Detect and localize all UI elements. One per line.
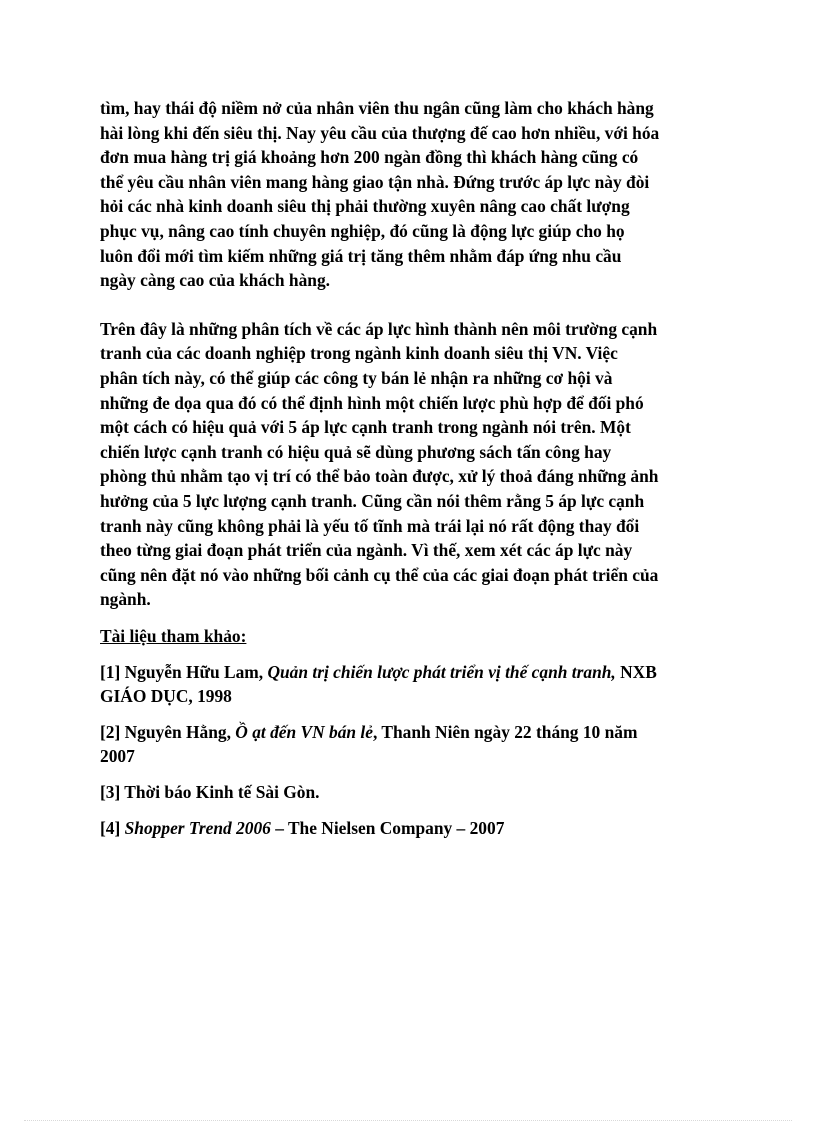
- reference-text: , Thanh Niên ngày 22 tháng 10 năm: [372, 721, 638, 742]
- reference-text: [3] Thời báo Kinh tế Sài Gòn.: [100, 781, 320, 802]
- paragraph-spacer: [100, 293, 720, 317]
- text-line: theo từng giai đoạn phát triển của ngành. Vì thế, xem xét các áp lực này: [100, 540, 633, 561]
- text-line: luôn đổi mới tìm kiếm những giá trị tăng thêm nhằm đáp ứng nhu cầu: [100, 245, 622, 266]
- reference-text: [2] Nguyên Hằng,: [100, 721, 236, 742]
- reference-spacer: [100, 708, 720, 720]
- reference-text: – The Nielsen Company – 2007: [270, 817, 505, 838]
- text-line: chiến lược cạnh tranh có hiệu quả sẽ dùng phương sách tấn công hay: [100, 441, 612, 462]
- references-heading: Tài liệu tham khảo:: [100, 625, 247, 646]
- text-line: đơn mua hàng trị giá khoảng hơn 200 ngàn đồng thì khách hàng cũng có: [100, 147, 639, 168]
- reference-text: [4]: [100, 817, 125, 838]
- text-line: phục vụ, nâng cao tính chuyên nghiệp, đó cũng là động lực giúp cho họ: [100, 220, 625, 241]
- document-page: [100, 96, 720, 840]
- reference-title: Shopper Trend 2006: [124, 817, 271, 838]
- text-line: những đe dọa qua đó có thể định hình một chiến lược phù hợp để đối phó: [100, 392, 644, 413]
- text-line: hỏi các nhà kinh doanh siêu thị phải thường xuyên nâng cao chất lượng: [100, 196, 630, 217]
- text-line: Trên đây là những phân tích về các áp lực hình thành nên môi trường cạnh: [100, 318, 658, 339]
- reference-spacer: [100, 768, 720, 780]
- reference-text: [1] Nguyễn Hữu Lam,: [100, 661, 268, 682]
- reference-item-3: [100, 780, 720, 804]
- paragraph-conclusion: [100, 317, 720, 612]
- text-line: tìm, hay thái độ niềm nở của nhân viên thu ngân cũng làm cho khách hàng: [100, 98, 654, 118]
- text-line: cũng nên đặt nó vào những bối cảnh cụ thể của các giai đoạn phát triển của: [100, 564, 659, 585]
- reference-title: Quản trị chiến lược phát triển vị thế cạnh tranh,: [267, 661, 616, 682]
- text-line: tranh này cũng không phải là yếu tố tĩnh mà trái lại nó rất động thay đổi: [100, 515, 640, 536]
- text-line: tranh của các doanh nghiệp trong ngành kinh doanh siêu thị VN. Việc: [100, 343, 618, 364]
- reference-title: Ồ ạt đến VN bán lẻ: [235, 721, 373, 742]
- reference-spacer: [100, 804, 720, 816]
- text-line: hưởng của 5 lực lượng cạnh tranh. Cũng cần nói thêm rằng 5 áp lực cạnh: [100, 490, 645, 511]
- text-line: ngành.: [100, 589, 151, 610]
- text-line: phân tích này, có thể giúp các công ty bán lẻ nhận ra những cơ hội và: [100, 367, 613, 388]
- reference-spacer: [100, 648, 720, 660]
- reference-text: GIÁO DỤC, 1998: [100, 685, 232, 706]
- reference-text: NXB: [615, 661, 657, 682]
- reference-item-1: [100, 660, 720, 708]
- text-line: ngày càng cao của khách hàng.: [100, 270, 330, 291]
- reference-item-4: [100, 816, 720, 840]
- text-line: thể yêu cầu nhân viên mang hàng giao tận nhà. Đứng trước áp lực này đòi: [100, 171, 650, 192]
- reference-item-2: [100, 720, 720, 768]
- paragraph-customer-expectations: [100, 96, 720, 293]
- page-bottom-divider: [24, 1120, 792, 1121]
- text-line: một cách có hiệu quả với 5 áp lực cạnh tranh trong ngành nói trên. Một: [100, 417, 631, 438]
- reference-text: 2007: [100, 745, 135, 766]
- text-line: phòng thủ nhằm tạo vị trí có thể bảo toàn được, xử lý thoả đáng những ảnh: [100, 466, 659, 487]
- text-line: hài lòng khi đến siêu thị. Nay yêu cầu của thượng đế cao hơn nhiều, với hóa: [100, 122, 660, 143]
